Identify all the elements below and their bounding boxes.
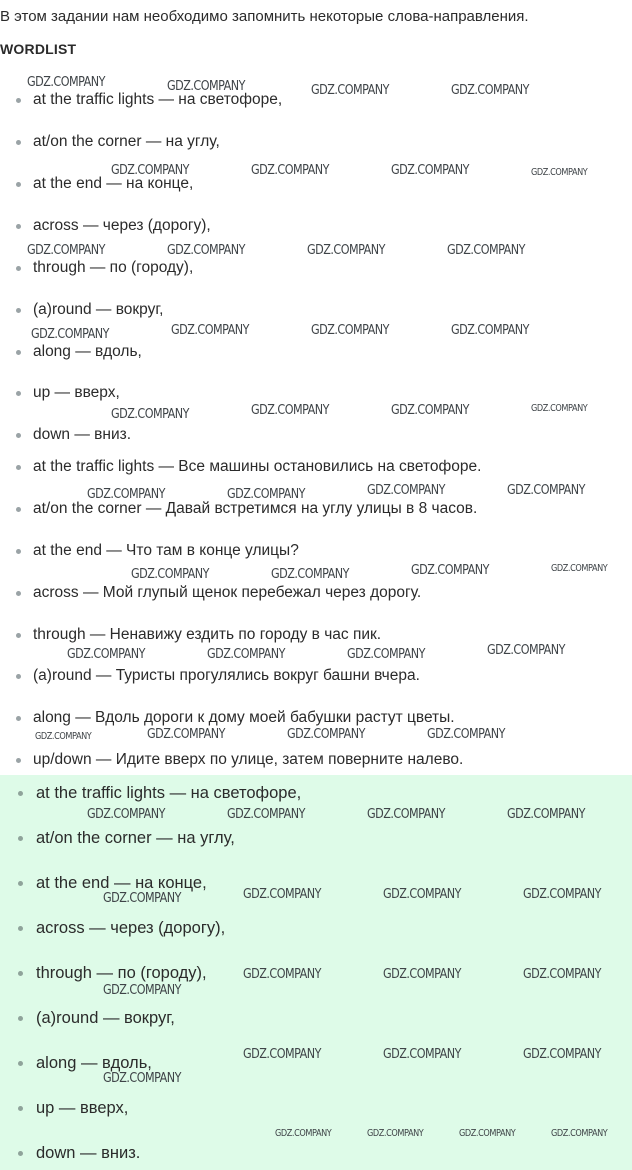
list-item (0, 130, 220, 154)
watermark: GDZ.COMPANY (383, 967, 461, 982)
bullet-icon (18, 1151, 23, 1156)
answer-text: through — по (городу), (36, 963, 207, 982)
example-text: (a)round — Туристы прогулялись вокруг башни вчера. (33, 667, 420, 684)
example-text: through — Ненавижу ездить по городу в час пик. (33, 626, 382, 643)
watermark: GDZ.COMPANY (103, 891, 181, 906)
answer-text: across — через (дорогу), (36, 918, 226, 937)
list-item-text: up — вверх, (33, 384, 120, 401)
watermark: GDZ.COMPANY (551, 1128, 608, 1139)
bullet-icon (16, 98, 21, 103)
watermark: GDZ.COMPANY (531, 167, 588, 178)
answer-text: down — вниз. (36, 1143, 141, 1162)
example-item (0, 748, 463, 772)
bullet-icon (16, 224, 21, 229)
list-item-text: at the traffic lights — на светофоре, (33, 91, 283, 108)
answer-text: at the traffic lights — на светофоре, (36, 783, 302, 802)
watermark: GDZ.COMPANY (227, 487, 305, 502)
bullet-icon (16, 633, 21, 638)
example-item (0, 539, 299, 563)
bullet-icon (18, 1061, 23, 1066)
watermark: GDZ.COMPANY (311, 83, 389, 98)
list-item (0, 423, 131, 447)
bullet-icon (16, 507, 21, 512)
bullet-icon (16, 350, 21, 355)
bullet-icon (16, 140, 21, 145)
bullet-icon (18, 1106, 23, 1111)
example-item (0, 623, 381, 647)
bullet-icon (18, 1016, 23, 1021)
watermark: GDZ.COMPANY (347, 647, 425, 662)
bullet-icon (16, 758, 21, 763)
watermark: GDZ.COMPANY (307, 243, 385, 258)
list-item (0, 340, 142, 364)
watermark: GDZ.COMPANY (271, 567, 349, 582)
answer-item (0, 916, 225, 940)
list-item-text: through — по (городу), (33, 259, 194, 276)
example-text: at/on the corner — Давай встретимся на углу улицы в 8 часов. (33, 500, 478, 517)
answer-text: up — вверх, (36, 1098, 129, 1117)
watermark: GDZ.COMPANY (275, 1128, 332, 1139)
watermark: GDZ.COMPANY (487, 643, 565, 658)
watermark: GDZ.COMPANY (523, 887, 601, 902)
bullet-icon (16, 182, 21, 187)
watermark: GDZ.COMPANY (523, 1047, 601, 1062)
watermark: GDZ.COMPANY (111, 163, 189, 178)
answer-item (0, 871, 207, 895)
answer-item (0, 1096, 128, 1120)
example-item (0, 581, 421, 605)
watermark: GDZ.COMPANY (243, 1047, 321, 1062)
watermark: GDZ.COMPANY (427, 727, 505, 742)
answer-item (0, 826, 235, 850)
list-item (0, 172, 193, 196)
watermark: GDZ.COMPANY (103, 983, 181, 998)
watermark: GDZ.COMPANY (87, 487, 165, 502)
bullet-icon (16, 674, 21, 679)
watermark: GDZ.COMPANY (111, 407, 189, 422)
example-text: along — Вдоль дороги к дому моей бабушки растут цветы. (33, 709, 455, 726)
list-item-text: across — через (дорогу), (33, 217, 211, 234)
watermark: GDZ.COMPANY (251, 163, 329, 178)
list-item (0, 88, 282, 112)
watermark: GDZ.COMPANY (131, 567, 209, 582)
bullet-icon (16, 308, 21, 313)
watermark: GDZ.COMPANY (251, 403, 329, 418)
watermark: GDZ.COMPANY (243, 887, 321, 902)
bullet-icon (16, 591, 21, 596)
watermark: GDZ.COMPANY (411, 563, 489, 578)
example-item (0, 706, 455, 730)
bullet-icon (18, 791, 23, 796)
answer-item (0, 781, 301, 805)
example-text: up/down — Идите вверх по улице, затем поверните налево. (33, 751, 464, 768)
bullet-icon (18, 881, 23, 886)
list-item (0, 298, 163, 322)
intro-text: В этом задании нам необходимо запомнить некоторые слова-направления. (0, 8, 529, 25)
list-item-text: down — вниз. (33, 426, 132, 443)
bullet-icon (16, 433, 21, 438)
answer-text: at the end — на конце, (36, 873, 207, 892)
watermark: GDZ.COMPANY (67, 647, 145, 662)
watermark: GDZ.COMPANY (531, 403, 588, 414)
wordlist-heading: WORDLIST (0, 41, 77, 57)
watermark: GDZ.COMPANY (367, 483, 445, 498)
watermark: GDZ.COMPANY (287, 727, 365, 742)
list-item-text: at/on the corner — на углу, (33, 133, 220, 150)
watermark: GDZ.COMPANY (31, 327, 109, 342)
list-item (0, 256, 193, 280)
bullet-icon (16, 266, 21, 271)
bullet-icon (16, 549, 21, 554)
list-item (0, 381, 120, 405)
example-item (0, 455, 481, 479)
watermark: GDZ.COMPANY (391, 163, 469, 178)
example-text: across — Мой глупый щенок перебежал через дорогу. (33, 584, 422, 601)
watermark: GDZ.COMPANY (507, 483, 585, 498)
watermark: GDZ.COMPANY (383, 887, 461, 902)
watermark: GDZ.COMPANY (171, 323, 249, 338)
watermark: GDZ.COMPANY (167, 243, 245, 258)
bullet-icon (18, 836, 23, 841)
watermark: GDZ.COMPANY (87, 807, 165, 822)
watermark: GDZ.COMPANY (227, 807, 305, 822)
watermark: GDZ.COMPANY (523, 967, 601, 982)
answer-text: (a)round — вокруг, (36, 1008, 175, 1027)
answer-item (0, 1051, 152, 1075)
bullet-icon (16, 716, 21, 721)
answer-item (0, 961, 207, 985)
example-text: at the end — Что там в конце улицы? (33, 542, 299, 559)
watermark: GDZ.COMPANY (167, 79, 245, 94)
watermark: GDZ.COMPANY (447, 243, 525, 258)
bullet-icon (18, 971, 23, 976)
answer-text: along — вдоль, (36, 1053, 152, 1072)
bullet-icon (18, 926, 23, 931)
watermark: GDZ.COMPANY (367, 807, 445, 822)
example-item (0, 664, 420, 688)
bullet-icon (16, 465, 21, 470)
list-item-text: at the end — на конце, (33, 175, 194, 192)
watermark: GDZ.COMPANY (35, 731, 92, 742)
answer-item (0, 1141, 140, 1165)
watermark: GDZ.COMPANY (27, 243, 105, 258)
watermark: GDZ.COMPANY (103, 1071, 181, 1086)
list-item-text: along — вдоль, (33, 343, 142, 360)
bullet-icon (16, 391, 21, 396)
watermark: GDZ.COMPANY (311, 323, 389, 338)
watermark: GDZ.COMPANY (147, 727, 225, 742)
watermark: GDZ.COMPANY (243, 967, 321, 982)
list-item-text: (a)round — вокруг, (33, 301, 164, 318)
watermark: GDZ.COMPANY (459, 1128, 516, 1139)
answer-text: at/on the corner — на углу, (36, 828, 235, 847)
watermark: GDZ.COMPANY (451, 83, 529, 98)
answer-item (0, 1006, 175, 1030)
example-text: at the traffic lights — Все машины остановились на светофоре. (33, 458, 482, 475)
watermark: GDZ.COMPANY (367, 1128, 424, 1139)
watermark: GDZ.COMPANY (507, 807, 585, 822)
example-item (0, 497, 477, 521)
list-item (0, 214, 211, 238)
watermark: GDZ.COMPANY (383, 1047, 461, 1062)
watermark: GDZ.COMPANY (551, 563, 608, 574)
watermark: GDZ.COMPANY (207, 647, 285, 662)
watermark: GDZ.COMPANY (451, 323, 529, 338)
watermark: GDZ.COMPANY (391, 403, 469, 418)
watermark: GDZ.COMPANY (27, 75, 105, 90)
